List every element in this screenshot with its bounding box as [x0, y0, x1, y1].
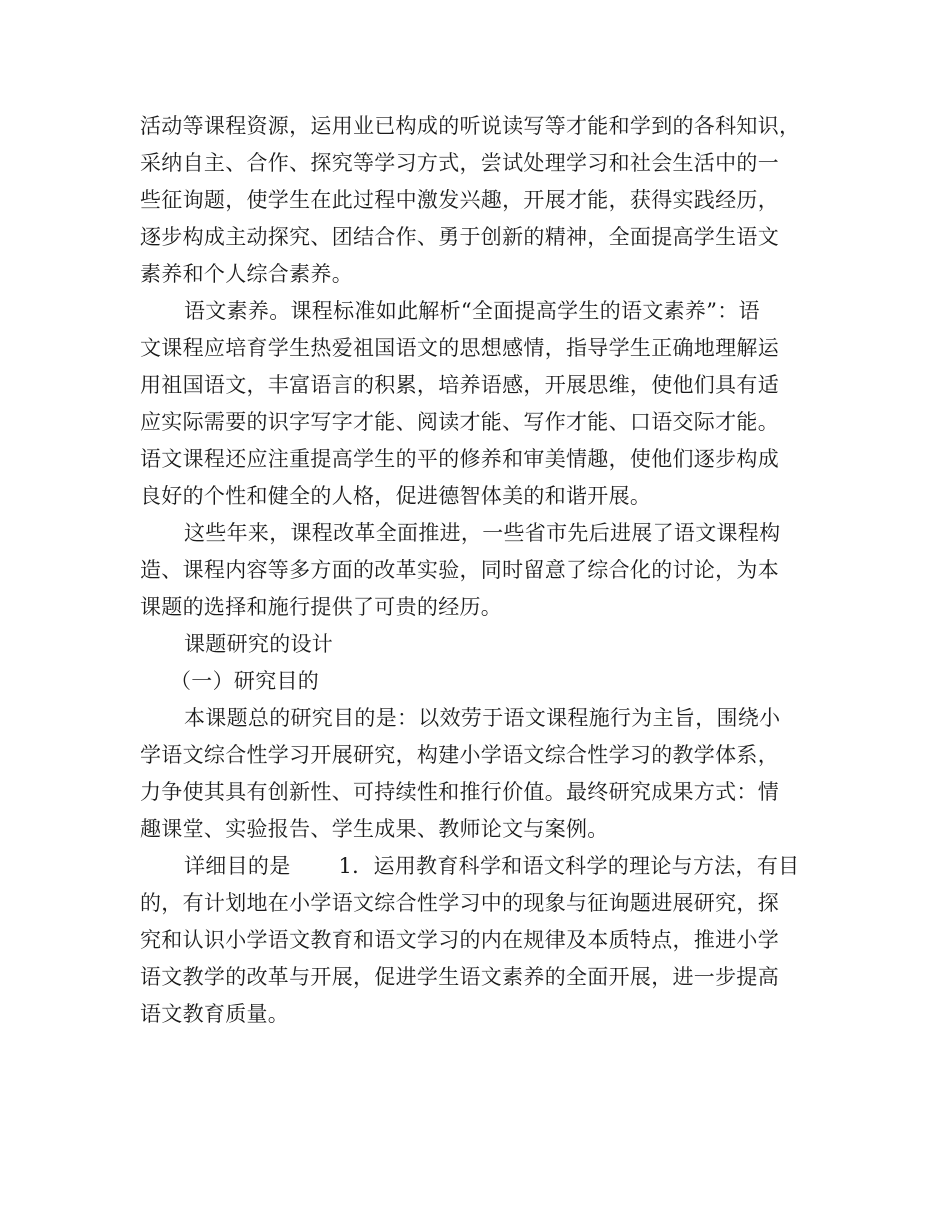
text-line: 语文教育质量。: [140, 1002, 290, 1026]
numbered-item-text: 1．运用教育科学和语文科学的理论与方法，有目: [338, 854, 800, 878]
text-line: 逐步构成主动探究、团结合作、勇于创新的精神，全面提高学生语文: [140, 225, 779, 249]
text-line: 活动等课程资源，运用业已构成的听说读写等才能和学到的各科知识，: [140, 114, 801, 138]
paragraph-start-line: 语文素养。课程标准如此解析“全面提高学生的语文素养”：语: [184, 299, 760, 323]
text-line: 造、课程内容等多方面的改革实验，同时留意了综合化的讨论，为本: [140, 558, 779, 582]
document-body: [140, 108, 812, 1033]
paragraph-start-line: 本课题总的研究目的是：以效劳于语文课程施行为主旨，围绕小: [184, 706, 781, 730]
text-line: 究和认识小学语文教育和语文学习的内在规律及本质特点，推进小学: [140, 928, 779, 952]
text-line: 应实际需要的识字写字才能、阅读才能、写作才能、口语交际才能。: [140, 410, 779, 434]
text-line: 素养和个人综合素养。: [140, 262, 353, 286]
text-line: 采纳自主、合作、探究等学习方式，尝试处理学习和社会生活中的一: [140, 151, 779, 175]
text-line: 文课程应培育学生热爱祖国语文的思想感情，指导学生正确地理解运: [140, 336, 779, 360]
text-line: 用祖国语文，丰富语言的积累，培养语感，开展思维，使他们具有适: [140, 373, 779, 397]
detail-goal-label: 详细目的是: [184, 854, 291, 878]
section-heading: 课题研究的设计: [184, 632, 334, 656]
subsection-heading: （一）研究目的: [170, 669, 320, 693]
text-line: 语文教学的改革与开展，促进学生语文素养的全面开展，进一步提高: [140, 965, 779, 989]
text-line: 些征询题，使学生在此过程中激发兴趣，开展才能，获得实践经历，: [140, 188, 779, 212]
text-line: 学语文综合性学习开展研究，构建小学语文综合性学习的教学体系，: [140, 743, 779, 767]
paragraph-start-line: 这些年来，课程改革全面推进，一些省市先后进展了语文课程构: [184, 521, 781, 545]
paragraph-start-line: [140, 848, 812, 885]
text-line: 力争使其具有创新性、可持续性和推行价值。最终研究成果方式：情: [140, 780, 779, 804]
text-line: 趣课堂、实验报告、学生成果、教师论文与案例。: [140, 817, 609, 841]
text-line: 的，有计划地在小学语文综合性学习中的现象与征询题进展研究，探: [140, 891, 779, 915]
text-line: 良好的个性和健全的人格，促进德智体美的和谐开展。: [140, 484, 652, 508]
text-line: 语文课程还应注重提高学生的平的修养和审美情趣，使他们逐步构成: [140, 447, 779, 471]
text-line: 课题的选择和施行提供了可贵的经历。: [140, 595, 503, 619]
